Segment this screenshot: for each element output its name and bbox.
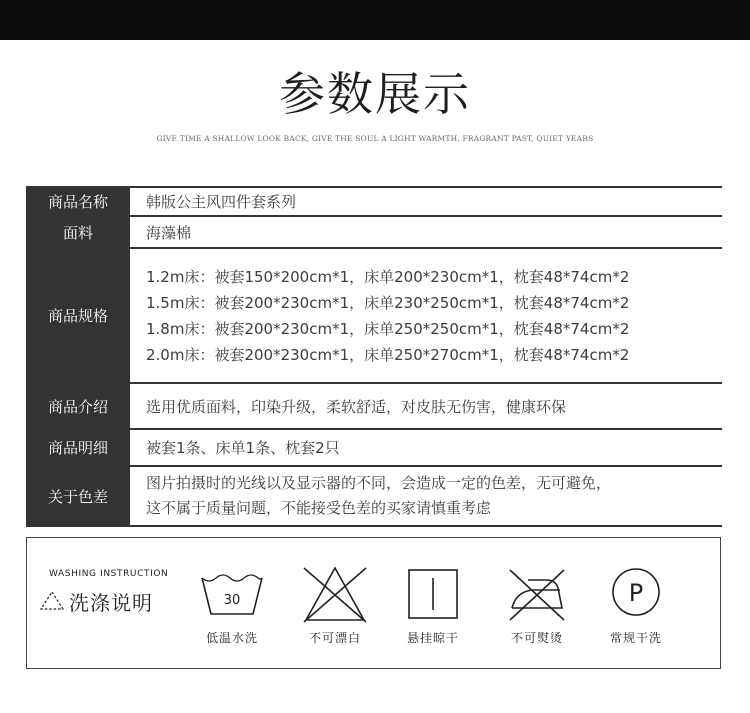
spec-value-line: 韩版公主风四件套系列 bbox=[146, 193, 297, 211]
dry-clean-letter: P bbox=[628, 579, 644, 607]
spec-value-line: 海藻棉 bbox=[146, 223, 192, 242]
spec-value bbox=[130, 217, 722, 247]
wash-item bbox=[495, 564, 579, 646]
spec-value-line: 2.0m床：被套200*230cm*1，床单250*270cm*1，枕套48*74cm*2 bbox=[146, 345, 630, 364]
spec-value-line: 1.8m床：被套200*230cm*1，床单250*250cm*1，枕套48*74cm*2 bbox=[146, 319, 630, 338]
wash-label: 常规干洗 bbox=[609, 631, 662, 645]
wash-label: 悬挂晾干 bbox=[406, 631, 459, 645]
no-iron-icon bbox=[495, 564, 579, 624]
spec-label: 关于色差 bbox=[26, 467, 130, 525]
spec-label: 商品介绍 bbox=[26, 384, 130, 428]
spec-row-intro bbox=[26, 384, 722, 430]
wash-item bbox=[293, 564, 377, 646]
spec-value-line: 1.5m床：被套200*230cm*1，床单230*250cm*1，枕套48*74cm*2 bbox=[146, 293, 630, 312]
spec-row-details bbox=[26, 430, 722, 467]
wash-item bbox=[190, 564, 274, 646]
spec-label: 面料 bbox=[26, 217, 130, 247]
spec-row-color bbox=[26, 467, 722, 525]
spec-value-line: 1.2m床：被套150*200cm*1，床单200*230cm*1，枕套48*74cm*2 bbox=[146, 267, 630, 286]
spec-row-sizes bbox=[26, 249, 722, 384]
spec-value bbox=[130, 249, 722, 382]
top-black-bar bbox=[0, 0, 750, 40]
wash-label: 不可熨烫 bbox=[510, 631, 563, 645]
spec-value bbox=[130, 430, 722, 465]
dry-clean-p-icon bbox=[594, 564, 678, 624]
wash-temp-text: 30 bbox=[223, 593, 241, 608]
spec-value-line: 选用优质面料，印染升级，柔软舒适，对皮肤无伤害，健康环保 bbox=[146, 397, 567, 416]
spec-row-name bbox=[26, 188, 722, 217]
spec-value bbox=[130, 467, 722, 525]
spec-row-fabric bbox=[26, 217, 722, 249]
washing-heading: WASHING INSTRUCTION bbox=[49, 569, 169, 579]
spec-label: 商品明细 bbox=[26, 430, 130, 465]
wash-label: 不可漂白 bbox=[308, 631, 361, 645]
washing-heading-cn-row bbox=[39, 587, 153, 616]
washing-panel bbox=[26, 537, 721, 669]
page-subtitle: GIVE TIME A SHALLOW LOOK BACK, GIVE THE SOUL A LIGHT WARMTH, FRAGRANT PAST, QUIET YEARS bbox=[156, 134, 594, 143]
hang-dry-icon bbox=[391, 564, 475, 624]
wash-item bbox=[594, 564, 678, 646]
wash-item bbox=[391, 564, 475, 646]
spec-table bbox=[26, 186, 722, 527]
warning-triangle-icon bbox=[39, 589, 65, 615]
spec-value bbox=[130, 384, 722, 428]
washing-heading-cn: 洗涤说明 bbox=[69, 591, 153, 615]
spec-label: 商品名称 bbox=[26, 188, 130, 215]
spec-value bbox=[130, 188, 722, 215]
spec-value-line: 这不属于质量问题，不能接受色差的买家请慎重考虑 bbox=[146, 499, 492, 517]
spec-value-line: 被套1条、床单1条、枕套2只 bbox=[146, 439, 340, 457]
wash-label: 低温水洗 bbox=[205, 631, 258, 645]
wash-30-icon bbox=[190, 564, 274, 620]
page-title: 参数展示 bbox=[279, 67, 471, 121]
no-bleach-icon bbox=[293, 564, 377, 624]
spec-value-line: 图片拍摄时的光线以及显示器的不同，会造成一定的色差，无可避免， bbox=[146, 474, 612, 492]
spec-label: 商品规格 bbox=[26, 249, 130, 382]
